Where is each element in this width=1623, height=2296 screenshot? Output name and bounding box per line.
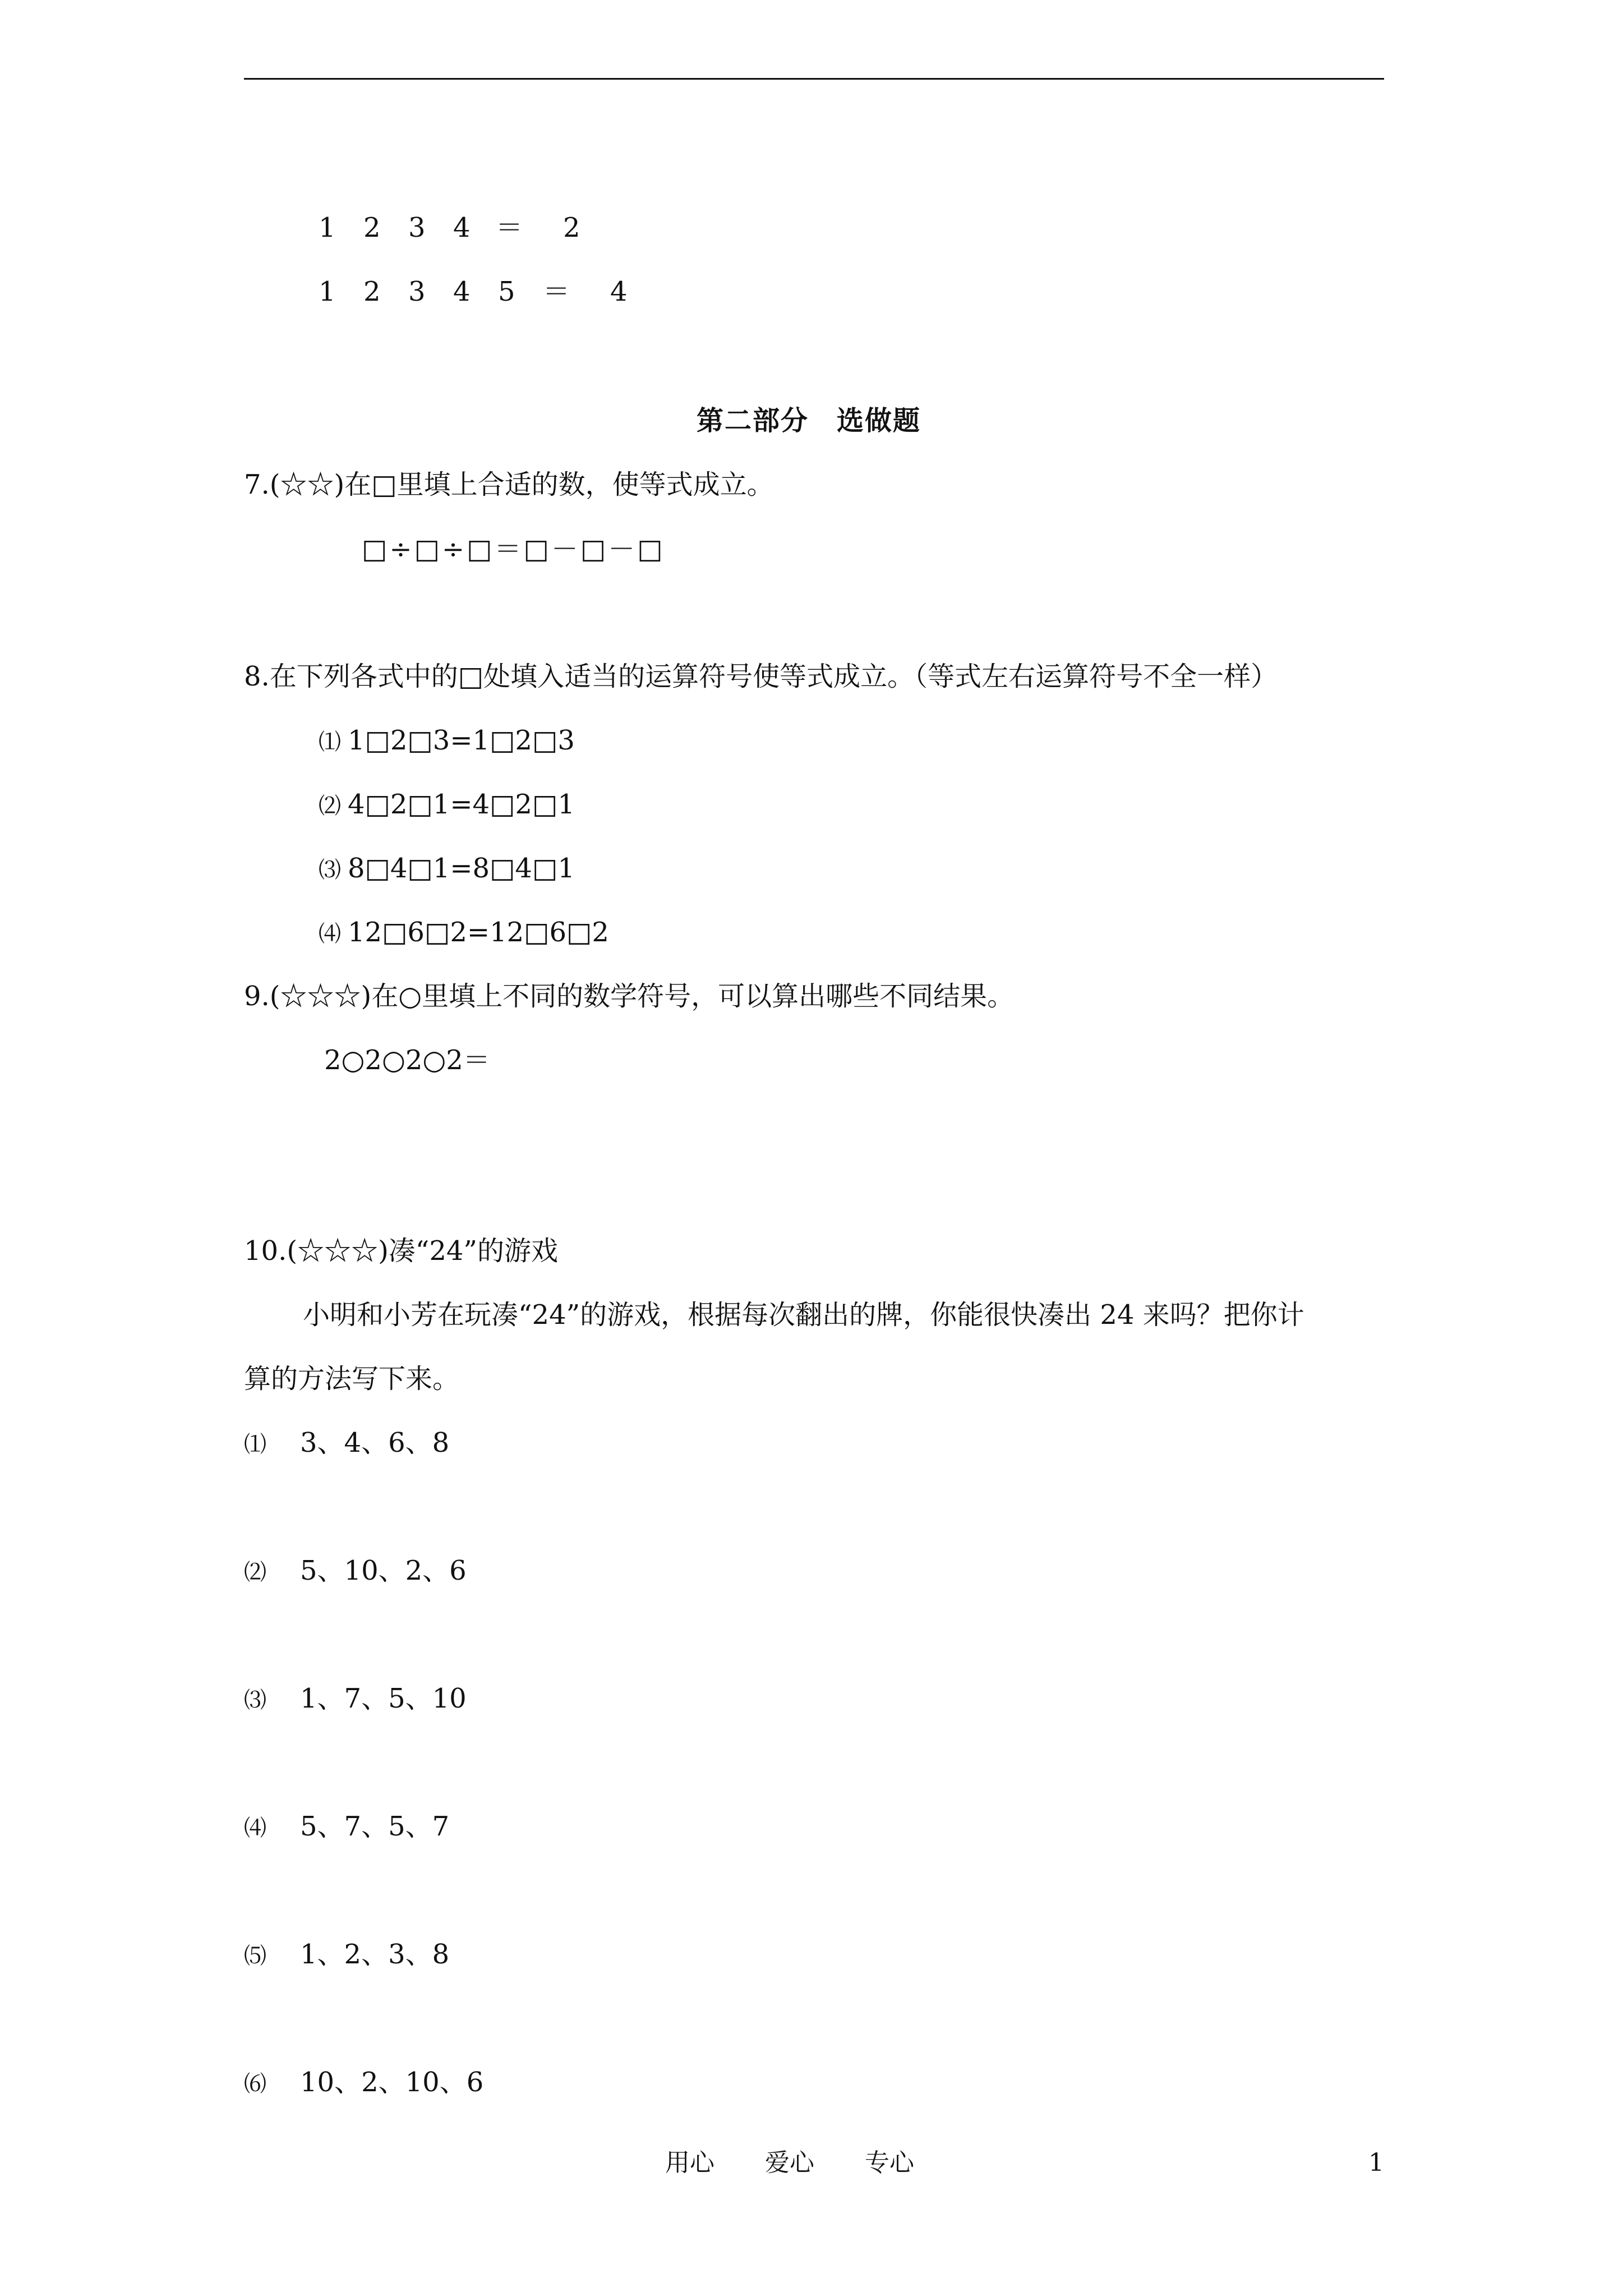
- q9-title: 9.(☆☆☆)在○里填上不同的数学符号，可以算出哪些不同结果。: [244, 981, 1015, 1012]
- q10-item-2: [244, 1557, 467, 1584]
- item-cards: 5、7、5、7: [300, 1811, 450, 1842]
- seq-token: 5: [498, 276, 515, 307]
- seq-token: 3: [408, 276, 426, 307]
- q10-item-3: [244, 1685, 467, 1712]
- seq-token: 2: [363, 276, 381, 307]
- q10-item-4: [244, 1813, 449, 1840]
- item-number: ⑹: [244, 2071, 266, 2097]
- seq-token: ＝: [496, 212, 523, 243]
- q8-item-3: [319, 855, 575, 882]
- item-cards: 10、2、10、6: [300, 2067, 484, 2098]
- item-cards: 1、7、5、10: [300, 1683, 467, 1714]
- item-number: ⑵: [244, 1559, 266, 1585]
- footer-motto: 用心: [665, 2148, 714, 2177]
- item-number: ⑸: [244, 1943, 266, 1969]
- footer-motto: 爱心: [765, 2148, 814, 2177]
- q10-title: 10.(☆☆☆)凑“24”的游戏: [244, 1235, 558, 1267]
- item-expression: 8□4□1=8□4□1: [348, 853, 575, 884]
- item-number: ⑵: [319, 793, 341, 819]
- q8-item-1: [319, 727, 575, 754]
- q8-item-4: [319, 919, 609, 946]
- item-cards: 5、10、2、6: [300, 1555, 467, 1586]
- item-number: ⑷: [244, 1815, 266, 1841]
- item-expression: 4□2□1=4□2□1: [348, 789, 575, 820]
- seq-token: 4: [453, 212, 471, 243]
- item-cards: 3、4、6、8: [300, 1427, 450, 1458]
- item-number: ⑴: [244, 1432, 266, 1457]
- seq-token: 4: [453, 276, 471, 307]
- seq-token: 3: [408, 212, 426, 243]
- q9-equation: 2○2○2○2＝: [324, 1045, 490, 1076]
- item-number: ⑶: [319, 857, 341, 883]
- item-number: ⑷: [319, 921, 341, 947]
- q10-item-5: [244, 1941, 449, 1968]
- q8-item-2: [319, 791, 575, 818]
- item-expression: 1□2□3=1□2□3: [348, 725, 575, 756]
- q8-title: 8.在下列各式中的□处填入适当的运算符号使等式成立。（等式左右运算符号不全一样）: [244, 661, 1278, 692]
- q7-equation: □÷□÷□＝□－□－□: [362, 533, 665, 565]
- continuation-line-2: [319, 278, 628, 305]
- footer-mottos: [665, 2148, 965, 2177]
- q10-description-line-1: 小明和小芳在玩凑“24”的游戏，根据每次翻出的牌，你能很快凑出 24 来吗？把你计: [303, 1299, 1304, 1331]
- item-cards: 1、2、3、8: [300, 1939, 450, 1970]
- page-number: 1: [1368, 2148, 1384, 2177]
- footer-motto: 专心: [865, 2148, 914, 2177]
- seq-token: ＝: [543, 276, 570, 307]
- continuation-line-1: [319, 214, 580, 241]
- seq-token: 1: [319, 212, 336, 243]
- seq-token: 2: [363, 212, 381, 243]
- q10-item-1: [244, 1429, 449, 1456]
- q7-title: 7.(☆☆)在□里填上合适的数，使等式成立。: [244, 469, 774, 500]
- item-expression: 12□6□2=12□6□2: [348, 917, 609, 948]
- seq-token: 4: [610, 276, 628, 307]
- seq-token: 1: [319, 276, 336, 307]
- section-title: 第二部分 选做题: [697, 405, 921, 436]
- item-number: ⑶: [244, 1687, 266, 1713]
- seq-token: 2: [563, 212, 580, 243]
- header-rule: [244, 78, 1384, 80]
- q10-description-line-2: 算的方法写下来。: [244, 1363, 460, 1395]
- q10-item-6: [244, 2069, 483, 2096]
- item-number: ⑴: [319, 729, 341, 755]
